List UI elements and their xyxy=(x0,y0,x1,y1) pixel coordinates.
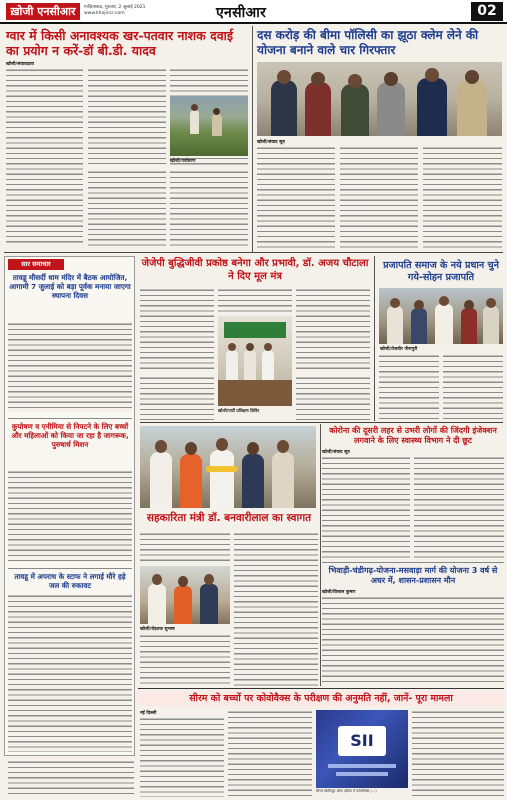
welcome-second-photo xyxy=(140,566,230,624)
arrested-men-photo xyxy=(257,62,502,136)
jjp-meeting-photo xyxy=(218,316,292,406)
masthead xyxy=(0,0,507,24)
welcome-body-col1b xyxy=(140,634,230,686)
top-left-body-col3b xyxy=(170,170,248,246)
page-number: 02 xyxy=(471,2,503,21)
section-label: एनसीआर xyxy=(216,5,267,21)
brand-logo: ख़ोजी एनसीआर xyxy=(6,3,80,20)
welcome-body-col1 xyxy=(140,532,230,562)
welcome-body-col2 xyxy=(234,532,318,686)
covid-body-col1 xyxy=(322,456,410,558)
covid-headline: कोरोना की दूसरी लहर से उभरी लोगों की जिंदगी इंजेक्शन लगवाने के लिए स्वास्थ्य विभाग ने दी छूट xyxy=(329,426,497,445)
top-left-byline: खोजी/संवाददाता xyxy=(6,62,34,67)
prajapati-headline: प्रजापति समाज के नये प्रधान चुने गये-सोहन प्रजापति xyxy=(383,260,499,283)
brief-body-1 xyxy=(8,322,132,412)
prajapati-photo-caption: खोजी/तेजवीर जैनापुरी xyxy=(380,347,418,352)
brief-body-3 xyxy=(8,594,132,752)
jjp-body-col3 xyxy=(296,288,370,372)
welcome-headline: सहकारिता मंत्री डॉ. बनवारीलाल का स्वागत xyxy=(146,512,312,524)
jjp-body-col1b xyxy=(140,376,214,420)
covid-body-col2 xyxy=(414,456,504,558)
brief-headline-1: तावडू मौसर्दी धाम मंदिर में बैठक आयोजित, आगामी 7 जुलाई को बड़ा पूर्वक मनाया जाएगा स्थापना दिवस xyxy=(9,273,131,300)
serum-headline: सीरम को बच्चों पर कोवोवैक्स के परीक्षण की अनुमति नहीं, जानें- पूरा मामला xyxy=(189,693,453,704)
top-left-photo-caption: खोजी/पर्यावरण xyxy=(170,159,196,164)
top-right-body-col3 xyxy=(423,146,502,250)
top-right-body-col1 xyxy=(257,146,335,250)
top-left-headline: ग्वार में किसी अनावश्यक खर-पतवार नाशक दवाई का प्रयोग न करें-डॉ बी.डी. यादव xyxy=(6,28,234,58)
prajapati-photo xyxy=(379,288,503,344)
serum-logo: SII xyxy=(338,726,386,756)
serum-institute-photo xyxy=(316,710,408,788)
jjp-body-col2 xyxy=(218,288,292,312)
brief-headline-2: कुपोषण व एनीमिया से निपटने के लिए बच्चों और महिलाओं को किया जा रहा है जागरूक, पुरुषार्थ मिशन xyxy=(11,422,129,449)
field-photo xyxy=(170,96,248,156)
top-right-byline: खोजी/संवाद सूत्र xyxy=(257,140,285,145)
serum-photo-caption: सीरम इंस्टीट्यूट ऑफ इंडिया में कोवोवैक्स (...) xyxy=(316,789,377,793)
serum-body-col3 xyxy=(412,710,504,797)
serum-body-col2 xyxy=(228,710,312,797)
welcome-photo-caption: खोजी/रोहतक सुभाष xyxy=(140,627,175,632)
jjp-photo-caption: खोजी/पार्टी प्रशिक्षण शिविर xyxy=(218,408,260,413)
brief-headline-3: तावडू में अपराध के स्टाफ ने लगाई मौरे हड़े जल की रुकावट xyxy=(14,572,126,590)
top-right-headline: दस करोड़ की बीमा पॉलिसी का झूठा क्लेम लेने की योजना बनाने वाले चार गिरफ्तार xyxy=(257,28,479,57)
masthead-meta-line1: गाज़ियाबाद, गुरुवार, 2 जुलाई 2021 xyxy=(84,5,146,10)
covid-byline: खोजी/संवाद सूत्र xyxy=(322,450,350,455)
top-left-body-col2b xyxy=(88,170,166,246)
jjp-body-col3b xyxy=(296,376,370,420)
jjp-headline: जेजेपी बुद्धिजीवी प्रकोष्ठ बनेगा और प्रभावी, डॉ. अजय चौटाला ने दिए मूल मंत्र xyxy=(141,258,369,282)
jjp-body-col1 xyxy=(140,288,214,372)
bhiwadi-body xyxy=(322,596,504,686)
top-right-body-col2 xyxy=(340,146,418,250)
brief-body-2 xyxy=(8,470,132,562)
prajapati-body-col2 xyxy=(443,354,503,420)
prajapati-body-col1 xyxy=(379,354,439,420)
news-brief-tag: सार समाचार xyxy=(8,259,64,270)
serum-dateline: नई दिल्ली xyxy=(140,711,157,716)
top-left-body-col2 xyxy=(88,68,166,164)
bhiwadi-headline: भिवाड़ी-चंडीगढ़-योजना-मसवाड़ा मार्ग की योजना 3 वर्ष से अधर में, शासन-प्रशासन मौन xyxy=(328,566,498,585)
serum-body-col1 xyxy=(140,717,224,797)
top-left-body-col1 xyxy=(6,68,83,246)
minister-welcome-photo xyxy=(140,426,316,508)
masthead-meta-line2: www.khojincr.com xyxy=(84,11,125,16)
bottom-left-body xyxy=(8,760,134,796)
bhiwadi-byline: खोजी/विशाल कुमार xyxy=(322,590,356,595)
